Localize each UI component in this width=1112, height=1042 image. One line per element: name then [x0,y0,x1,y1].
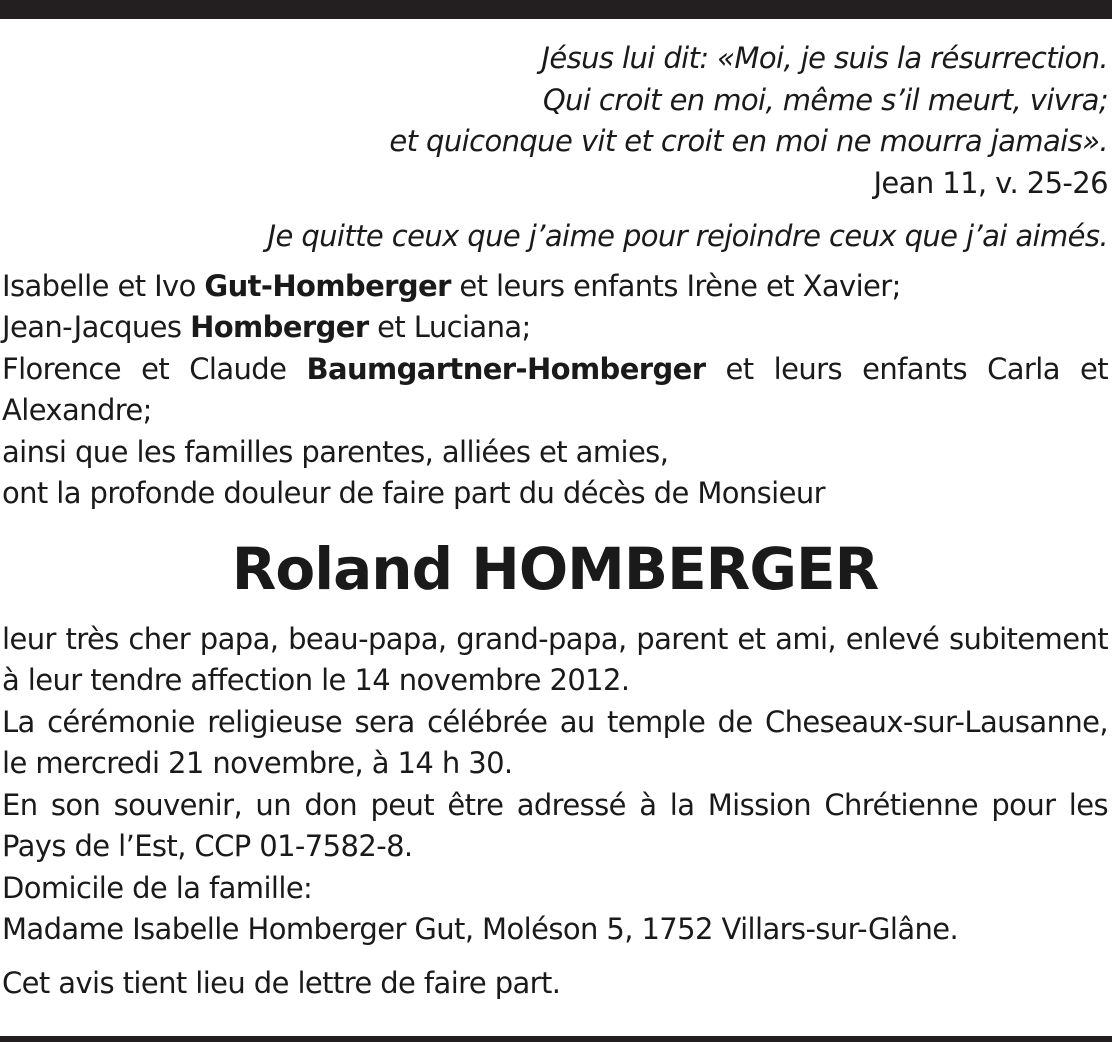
family-line-1-post: et leurs enfants Irène et Xavier; [450,268,901,303]
notice-body [2,619,1108,951]
body-paragraph-1: leur très cher papa, beau-papa, grand-papa, parent et ami, enlevé subitement à leur tendre affection le 14 novembre 2012. [2,621,1108,697]
family-line-1-name: Gut-Homberger [204,268,451,303]
body-paragraph-3: En son souvenir, un don peut être adressé à la Mission Chrétienne pour les Pays de l’Est, CCP 01-7582-8. [2,787,1108,863]
deceased-name: Roland HOMBERGER [231,534,879,603]
family-line-2-pre: Jean-Jacques [2,310,191,344]
family-line-2 [2,307,1108,349]
family-line-4: ainsi que les familles parentes, alliées et amies, [2,434,669,469]
verse-line-1: Jésus lui dit: «Moi, je suis la résurrection. [541,41,1108,75]
verse-reference: Jean 11, v. 25-26 [873,165,1108,200]
body-paragraph-5: Madame Isabelle Homberger Gut, Moléson 5, 1752 Villars-sur-Glâne. [2,912,959,946]
family-line-3-post: et leurs enfants Carla et Alexandre; [2,351,1109,427]
family-line-1-pre: Isabelle et Ivo [2,268,205,303]
family-announcement [2,266,1108,515]
body-paragraph-2: La cérémonie religieuse sera célébrée au temple de Cheseaux-sur-Lausanne, le mercredi 21 novembre, à 14 h 30. [2,704,1108,780]
body-paragraph-4: Domicile de la famille: [2,870,313,905]
verse-line-2: Qui croit en moi, même s’il meurt, vivra; [542,82,1108,117]
obituary-notice [2,38,1108,1004]
family-line-1 [2,266,1108,308]
top-rule [0,0,1112,19]
family-line-3-name: Baumgartner-Homberger [306,351,706,386]
family-line-3 [2,349,1108,432]
family-line-3-pre: Florence et Claude [2,351,307,386]
family-line-5: ont la profonde douleur de faire part du décès de Monsieur [2,476,825,510]
verse-line-3: et quiconque vit et croit en moi ne mourra jamais». [389,124,1108,158]
farewell-quote: Je quitte ceux que j’aime pour rejoindre ceux que j’ai aimés. [267,219,1108,253]
closing-note: Cet avis tient lieu de lettre de faire part. [2,965,561,1000]
bible-verse [2,38,1108,204]
family-line-2-post: et Luciana; [368,310,531,344]
bottom-rule [0,1036,1112,1042]
family-line-2-name: Homberger [190,310,369,344]
